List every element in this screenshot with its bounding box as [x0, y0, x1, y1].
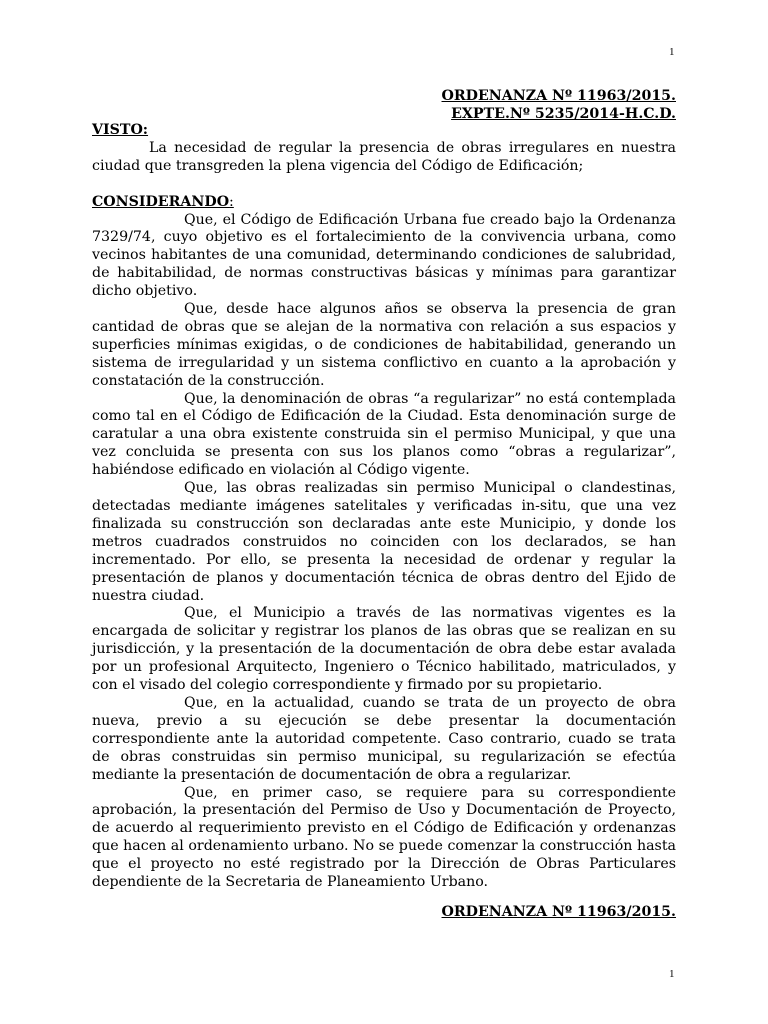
considerando-paragraph-3: Que, la denominación de obras “a regularizar” no está contemplada como tal en el Código de Edificación de la Ciudad. Esta denominación surge de caratular a una obra existente construida sin el permiso Municipal, y que una vez concluida se presenta con sus los planos como “obras a regularizar”, habiéndose edificado en violación al Código vigente.: [92, 390, 676, 479]
considerando-paragraph-1: Que, el Código de Edificación Urbana fue creado bajo la Ordenanza 7329/74, cuyo objetivo es el fortalecimiento de la convivencia urbana, como vecinos habitantes de una comunidad, determinando condiciones de salubridad, de habitabilidad, de normas constructivas básicas y mínimas para garantizar dicho objetivo.: [92, 211, 676, 300]
considerando-heading: [92, 194, 676, 212]
page-number-top: 1: [669, 46, 675, 58]
considerando-paragraph-4: Que, las obras realizadas sin permiso Municipal o clandestinas, detectadas mediante imágenes satelitales y verificadas in-situ, que una vez finalizada su construcción son declaradas ante este Municipio, y donde los metros cuadrados construidos no coinciden con los declarados, se han incrementado. Por ello, se presenta la necesidad de ordenar y regular la presentación de planos y documentación técnica de obras dentro del Ejido de nuestra ciudad.: [92, 480, 676, 604]
ordinance-title: ORDENANZA Nº 11963/2015.: [441, 88, 676, 104]
expediente-number: EXPTE.Nº 5235/2014-H.C.D.: [451, 106, 676, 122]
spacer: [92, 176, 676, 194]
considerando-paragraph-5: Que, el Municipio a través de las normativas vigentes es la encargada de solicitar y registrar los planos de las obras que se realizan en su jurisdicción, y la presentación de la documentación de obra debe estar avalada por un profesional Arquitecto, Ingeniero o Técnico habilitado, matriculados, y con el visado del colegio correspondiente y firmado por su propietario.: [92, 605, 676, 694]
footer-ordinance-title: ORDENANZA Nº 11963/2015.: [441, 904, 676, 920]
considerando-paragraph-7: Que, en primer caso, se requiere para su correspondiente aprobación, la presentación del Permiso de Uso y Documentación de Proyecto, de acuerdo al requerimiento previsto en el Código de Edificación y ordenanzas que hacen al ordenamiento urbano. No se puede comenzar la construcción hasta que el proyecto no esté registrado por la Dirección de Obras Particulares dependiente de la Secretaria de Planeamiento Urbano.: [92, 784, 676, 891]
considerando-paragraph-2: Que, desde hace algunos años se observa la presencia de gran cantidad de obras que se alejan de la normativa con relación a sus espacios y superficies mínimas exigidas, o de condiciones de habitabilidad, generando un sistema de irregularidad y un sistema conflictivo en cuanto a la aprobación y constatación de la construcción.: [92, 301, 676, 389]
page-number-bottom: 1: [669, 968, 675, 980]
visto-heading: VISTO:: [92, 122, 149, 138]
considerando-colon: :: [229, 193, 234, 210]
document-body: [92, 122, 676, 892]
visto-paragraph: La necesidad de regular la presencia de obras irregulares en nuestra ciudad que transgreden la plena vigencia del Código de Edificación;: [92, 139, 676, 174]
considerando-paragraph-6: Que, en la actualidad, cuando se trata de un proyecto de obra nueva, previo a su ejecución se debe presentar la documentación correspondiente ante la autoridad competente. Caso contrario, cuado se trata de obras construidas sin permiso municipal, su regularización se efectúa mediante la presentación de documentación de obra a regularizar.: [92, 694, 676, 783]
considerando-title: CONSIDERANDO: [92, 193, 230, 210]
